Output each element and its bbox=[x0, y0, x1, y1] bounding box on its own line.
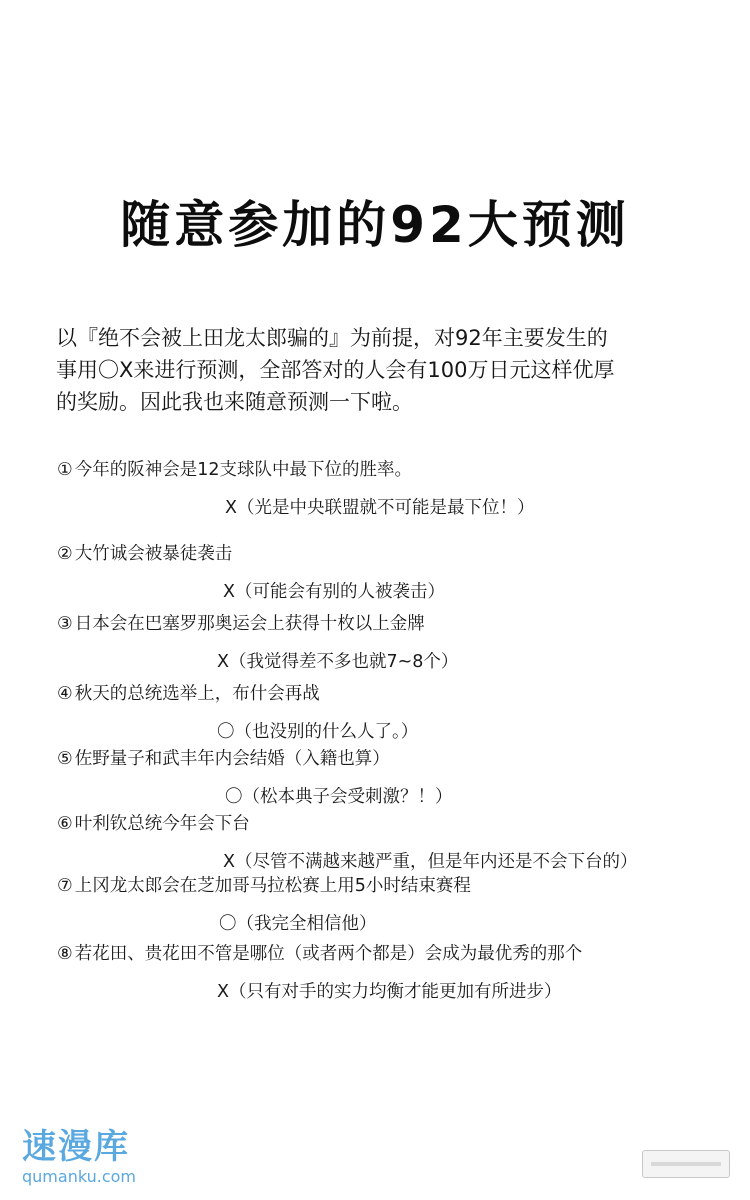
prediction-number: ③ bbox=[57, 614, 73, 634]
prediction-number: ④ bbox=[57, 684, 73, 704]
prediction-question bbox=[57, 458, 747, 482]
prediction-answer: X（我觉得差不多也就7~8个） bbox=[217, 652, 459, 672]
prediction-text: 叶利钦总统今年会下台 bbox=[74, 814, 250, 834]
prediction-number: ⑦ bbox=[57, 876, 73, 896]
prediction-question bbox=[57, 874, 747, 898]
prediction-number: ⑥ bbox=[57, 814, 73, 834]
prediction-text: 上冈龙太郎会在芝加哥马拉松赛上用5小时结束赛程 bbox=[74, 876, 471, 896]
corner-watermark-logo bbox=[642, 1150, 730, 1178]
prediction-item bbox=[57, 542, 747, 604]
prediction-question bbox=[57, 942, 747, 966]
prediction-item bbox=[57, 682, 747, 744]
prediction-text: 日本会在巴塞罗那奥运会上获得十枚以上金牌 bbox=[74, 614, 425, 634]
intro-paragraph bbox=[56, 322, 721, 418]
prediction-number: ② bbox=[57, 544, 73, 564]
prediction-answer: 〇（我完全相信他） bbox=[219, 914, 377, 934]
watermark-brand: 速漫库 bbox=[22, 1127, 130, 1167]
watermark-url: qumanku.com bbox=[22, 1167, 136, 1186]
prediction-text: 秋天的总统选举上，布什会再战 bbox=[74, 684, 320, 704]
prediction-item bbox=[57, 458, 747, 520]
prediction-question bbox=[57, 542, 747, 566]
prediction-question bbox=[57, 682, 747, 706]
prediction-text: 佐野量子和武丰年内会结婚（入籍也算） bbox=[74, 749, 390, 769]
prediction-question bbox=[57, 812, 747, 836]
prediction-text: 若花田、贵花田不管是哪位（或者两个都是）会成为最优秀的那个 bbox=[74, 944, 583, 964]
prediction-item bbox=[57, 812, 747, 874]
prediction-answer: X（尽管不满越来越严重，但是年内还是不会下台的） bbox=[223, 852, 638, 872]
prediction-text: 大竹诚会被暴徒袭击 bbox=[74, 544, 233, 564]
prediction-item bbox=[57, 874, 747, 936]
watermark-logo bbox=[22, 1128, 136, 1186]
prediction-question bbox=[57, 612, 747, 636]
intro-line: 的奖励。因此我也来随意预测一下啦。 bbox=[56, 390, 413, 414]
intro-line: 事用〇X来进行预测，全部答对的人会有100万日元这样优厚 bbox=[56, 358, 615, 382]
prediction-answer: X（光是中央联盟就不可能是最下位！） bbox=[225, 498, 535, 518]
prediction-question bbox=[57, 747, 747, 771]
prediction-number: ⑧ bbox=[57, 944, 73, 964]
prediction-item bbox=[57, 942, 747, 1004]
prediction-item bbox=[57, 747, 747, 809]
prediction-item bbox=[57, 612, 747, 674]
watermark-bar bbox=[651, 1162, 721, 1166]
prediction-answer: X（可能会有别的人被袭击） bbox=[223, 582, 445, 602]
prediction-text: 今年的阪神会是12支球队中最下位的胜率。 bbox=[74, 460, 412, 480]
prediction-number: ⑤ bbox=[57, 749, 73, 769]
prediction-answer: 〇（松本典子会受刺激？！） bbox=[225, 787, 453, 807]
prediction-answer: X（只有对手的实力均衡才能更加有所进步） bbox=[217, 982, 562, 1002]
prediction-number: ① bbox=[57, 460, 73, 480]
page-title: 随意参加的92大预测 bbox=[120, 196, 630, 254]
intro-line: 以『绝不会被上田龙太郎骗的』为前提，对92年主要发生的 bbox=[56, 326, 608, 350]
prediction-answer: 〇（也没别的什么人了。） bbox=[217, 722, 419, 742]
